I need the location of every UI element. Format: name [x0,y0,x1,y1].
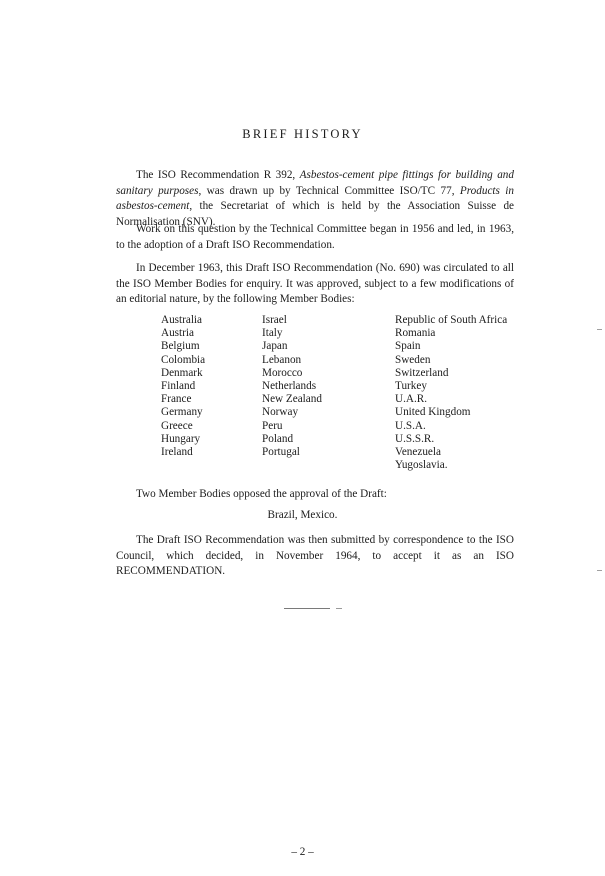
member-body: Denmark [161,366,203,379]
member-body: Israel [262,314,287,326]
work-history-text: Work on this question by the Technical Committee began in 1956 and led, in 1963, to the adoption of a Draft ISO Recommendation. [116,223,514,251]
member-body: Portugal [262,446,300,459]
paragraph-opposed [116,487,514,503]
member-bodies-list [0,314,605,479]
member-body: Germany [161,406,203,419]
member-body: U.S.S.R. [395,432,435,445]
member-body: Netherlands [262,380,317,393]
member-body: Japan [262,340,288,353]
member-body: Spain [395,340,421,353]
member-body: Austria [161,327,194,340]
member-body: France [161,393,192,406]
paragraph-work-history [116,222,514,253]
page-title: BRIEF HISTORY [242,127,363,141]
member-body: Belgium [161,340,200,353]
member-bodies-column-2 [262,314,322,459]
member-body: Yugoslavia. [395,459,448,472]
end-of-text-rule [284,608,330,609]
member-body: Peru [262,419,283,432]
member-bodies-column-1 [161,314,205,459]
intro-recommendation-title: Asbestos-cement pipe fittings for building and sanitary purposes [116,169,514,197]
enquiry-text: In December 1963, this Draft ISO Recommendation (No. 690) was circulated to all the ISO Member Bodies for enquiry. It was approved, subject to a few modifications of an editorial nature, by the following Member Bodies: [116,262,514,305]
member-body: Ireland [161,446,193,459]
member-body: Lebanon [262,353,302,366]
member-body: U.S.A. [395,419,426,432]
intro-text-c: , was drawn up by Technical Committee ISO/TC 77, [198,184,460,197]
member-body: United Kingdom [395,406,471,419]
council-decision-text: The Draft ISO Recommendation was then submitted by correspondence to the ISO Council, which decided, in November 1964, to accept it as an ISO RECOMMENDATION. [116,534,514,577]
page-number: – 2 – [291,846,314,858]
opposed-text: Two Member Bodies opposed the approval of the Draft: [136,488,387,500]
member-body: Poland [262,432,294,445]
member-body: Switzerland [395,366,449,379]
paragraph-council-decision [116,533,514,580]
intro-text-e: , the Secretariat of which is held by the Association Suisse de Normalisation (SNV). [116,200,514,228]
opposed-member-bodies: Brazil, Mexico. [267,509,338,521]
member-body: Turkey [395,380,427,393]
member-body: Sweden [395,353,431,366]
end-of-text-rule-dot [336,608,342,609]
paragraph-intro [116,168,514,230]
margin-mark [597,329,602,330]
member-body: Norway [262,406,299,419]
member-body: Romania [395,327,436,340]
member-body: Venezuela [395,446,441,459]
member-body: Colombia [161,353,206,366]
intro-text-a: The ISO Recommendation R 392, [136,169,300,181]
member-body: New Zealand [262,393,322,406]
member-body: Hungary [161,432,201,445]
member-body: Finland [161,380,196,393]
member-body: Republic of South Africa [395,314,508,326]
member-body: Morocco [262,366,303,379]
member-body: Greece [161,419,193,432]
margin-mark [597,570,602,571]
paragraph-enquiry [116,261,514,308]
member-body: Australia [161,314,203,326]
intro-committee-title: Products in asbestos-cement [116,184,514,212]
member-body: Italy [262,327,283,340]
member-body: U.A.R. [395,393,428,406]
member-bodies-column-3 [395,314,507,472]
